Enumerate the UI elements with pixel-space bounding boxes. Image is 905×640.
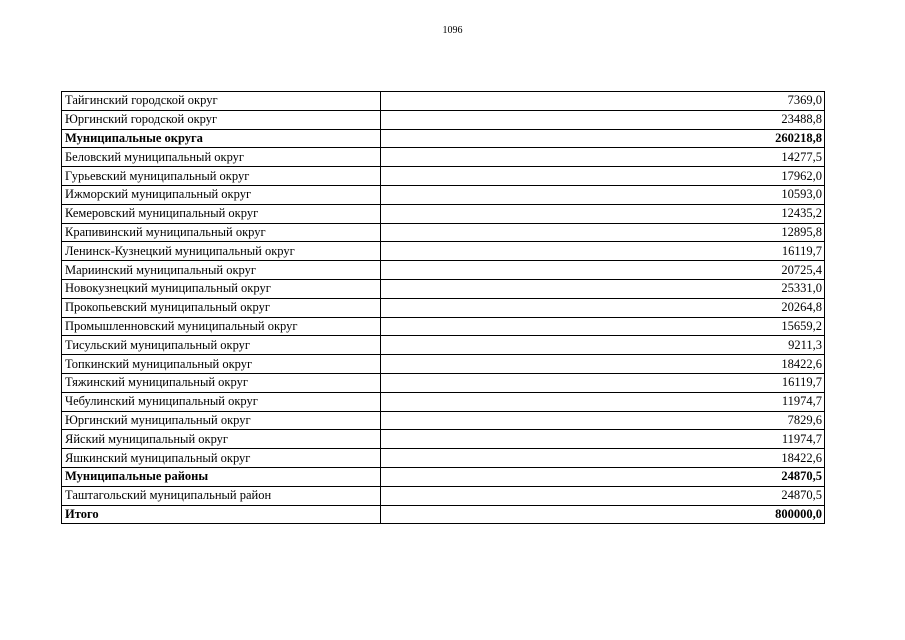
row-value-cell: 12895,8 xyxy=(381,223,825,242)
row-name-cell: Промышленновский муниципальный округ xyxy=(62,317,381,336)
table-row xyxy=(62,223,825,242)
row-value-cell: 18422,6 xyxy=(381,449,825,468)
row-name-cell: Новокузнецкий муниципальный округ xyxy=(62,279,381,298)
table-row xyxy=(62,167,825,186)
row-name-cell: Топкинский муниципальный округ xyxy=(62,355,381,374)
table-row-subtotal xyxy=(62,129,825,148)
row-value-cell: 18422,6 xyxy=(381,355,825,374)
table-row xyxy=(62,261,825,280)
table-row-subtotal xyxy=(62,505,825,524)
row-name-cell: Гурьевский муниципальный округ xyxy=(62,167,381,186)
row-value-cell: 14277,5 xyxy=(381,148,825,167)
row-value-cell: 11974,7 xyxy=(381,392,825,411)
row-name-cell: Чебулинский муниципальный округ xyxy=(62,392,381,411)
row-value-cell: 16119,7 xyxy=(381,242,825,261)
row-name-cell: Кемеровский муниципальный округ xyxy=(62,204,381,223)
table-row xyxy=(62,279,825,298)
row-name-cell: Тисульский муниципальный округ xyxy=(62,336,381,355)
row-value-cell: 7829,6 xyxy=(381,411,825,430)
row-name-cell: Ижморский муниципальный округ xyxy=(62,185,381,204)
row-value-cell: 24870,5 xyxy=(381,467,825,486)
row-name-cell: Яйский муниципальный округ xyxy=(62,430,381,449)
table-row xyxy=(62,92,825,111)
row-value-cell: 12435,2 xyxy=(381,204,825,223)
row-value-cell: 16119,7 xyxy=(381,373,825,392)
row-value-cell: 9211,3 xyxy=(381,336,825,355)
table-row-subtotal xyxy=(62,467,825,486)
row-value-cell: 11974,7 xyxy=(381,430,825,449)
row-name-cell: Яшкинский муниципальный округ xyxy=(62,449,381,468)
table-row xyxy=(62,242,825,261)
table-row xyxy=(62,449,825,468)
table-body xyxy=(62,92,825,524)
row-name-cell: Юргинский городской округ xyxy=(62,110,381,129)
table-row xyxy=(62,298,825,317)
row-name-cell: Юргинский муниципальный округ xyxy=(62,411,381,430)
row-value-cell: 260218,8 xyxy=(381,129,825,148)
row-value-cell: 15659,2 xyxy=(381,317,825,336)
row-value-cell: 17962,0 xyxy=(381,167,825,186)
table-row xyxy=(62,355,825,374)
table-row xyxy=(62,185,825,204)
row-name-cell: Тяжинский муниципальный округ xyxy=(62,373,381,392)
row-name-cell: Беловский муниципальный округ xyxy=(62,148,381,167)
row-name-cell: Муниципальные районы xyxy=(62,467,381,486)
table-row xyxy=(62,373,825,392)
page-number: 1096 xyxy=(442,25,463,36)
row-name-cell: Мариинский муниципальный округ xyxy=(62,261,381,280)
table-row xyxy=(62,148,825,167)
table-row xyxy=(62,411,825,430)
row-name-cell: Ленинск-Кузнецкий муниципальный округ xyxy=(62,242,381,261)
row-value-cell: 20725,4 xyxy=(381,261,825,280)
row-name-cell: Таштагольский муниципальный район xyxy=(62,486,381,505)
row-value-cell: 20264,8 xyxy=(381,298,825,317)
table-row xyxy=(62,430,825,449)
table-row xyxy=(62,204,825,223)
row-value-cell: 23488,8 xyxy=(381,110,825,129)
distribution-table xyxy=(61,91,825,524)
table-row xyxy=(62,317,825,336)
row-value-cell: 24870,5 xyxy=(381,486,825,505)
table-row xyxy=(62,336,825,355)
row-value-cell: 800000,0 xyxy=(381,505,825,524)
row-name-cell: Тайгинский городской округ xyxy=(62,92,381,111)
table-row xyxy=(62,486,825,505)
row-name-cell: Крапивинский муниципальный округ xyxy=(62,223,381,242)
row-value-cell: 7369,0 xyxy=(381,92,825,111)
row-value-cell: 10593,0 xyxy=(381,185,825,204)
row-name-cell: Муниципальные округа xyxy=(62,129,381,148)
row-name-cell: Итого xyxy=(62,505,381,524)
table-row xyxy=(62,110,825,129)
row-value-cell: 25331,0 xyxy=(381,279,825,298)
row-name-cell: Прокопьевский муниципальный округ xyxy=(62,298,381,317)
table-row xyxy=(62,392,825,411)
